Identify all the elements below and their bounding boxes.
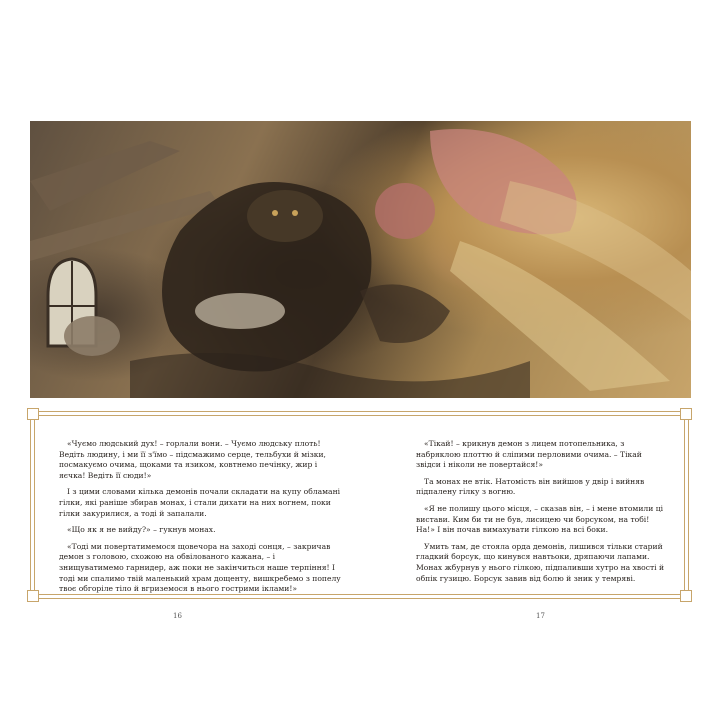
demon-eye [292, 210, 298, 216]
roof-beam [30, 141, 180, 211]
painting-icon [30, 121, 691, 398]
page-number-left: 16 [173, 612, 182, 620]
frame-corner-ornament [680, 590, 692, 602]
frame-corner-ornament [680, 408, 692, 420]
frame-corner-ornament [27, 590, 39, 602]
right-text-column [416, 439, 668, 590]
shadow-swirl [130, 353, 530, 398]
book-illustration [30, 121, 691, 398]
pale-creature [195, 293, 285, 329]
round-creature [64, 316, 120, 356]
demon-eye [272, 210, 278, 216]
paragraph: І з цими словами кілька демонів почали складати на купу обламані гілки, які раніше збирав монах, і стали дихати на них вогнем, поки гілки закурилися, а тоді й запалали. [59, 487, 341, 518]
text-frame [30, 411, 689, 599]
paragraph: «Я не полишу цього місця, – сказав він, – і мене втомили ці вистави. Ким би ти не був, лисицею чи борсуком, на тобі! На!» І він почав вимахувати гілкою на всі боки. [416, 503, 664, 535]
frame-corner-ornament [27, 408, 39, 420]
paragraph: Умить там, де стояла орда демонів, лишився тільки старий гладкий борсук, що кинувся навтьоки, дряпаючи лапами. Монах жбурнув у нього гілкою, підпаливши хутро на хвості й обпік гузицю. Борсук завив від болю й зник у темряві. [416, 541, 665, 583]
demon-head [247, 190, 323, 242]
paragraph: «Тоді ми повертатимемося щовечора на заході сонця, – закричав демон з головою, схожою на обвілованого кажана, – і знищуватимемо гарнидер, аж поки не закінчиться наше терпіння! І тоді ми спалимо твій маленький храм дощенту, вишкребемо з попелу твоє обгоріле тіло й вгриземося в нього гострими іклами!» [59, 541, 341, 594]
fiery-head [375, 183, 435, 239]
paragraph: «Тікай! – крикнув демон з лицем потопельника, з набряклою плоттю й сліпими перловими очима. – Тікай звідси і ніколи не повертайся!» [416, 439, 642, 470]
page-number-right: 17 [536, 612, 545, 620]
shadow-swirl [360, 284, 450, 343]
paragraph: Та монах не втік. Натомість він вийшов у двір і вийняв підпалену гілку з вогню. [416, 476, 645, 497]
left-text-column [59, 439, 342, 601]
paragraph: «Чуємо людський дух! – горлали вони. – Чуємо людську плоть! Ведіть людину, і ми її з'їмо – підсмажимо серце, тельбухи й мізки, посмакуємо очима, щоками та язиком, ковтнемо печінку, жир і яєчка! Ведіть її сюди!» [59, 439, 326, 480]
paragraph: «Що як я не вийду?» – гукнув монах. [67, 525, 216, 535]
